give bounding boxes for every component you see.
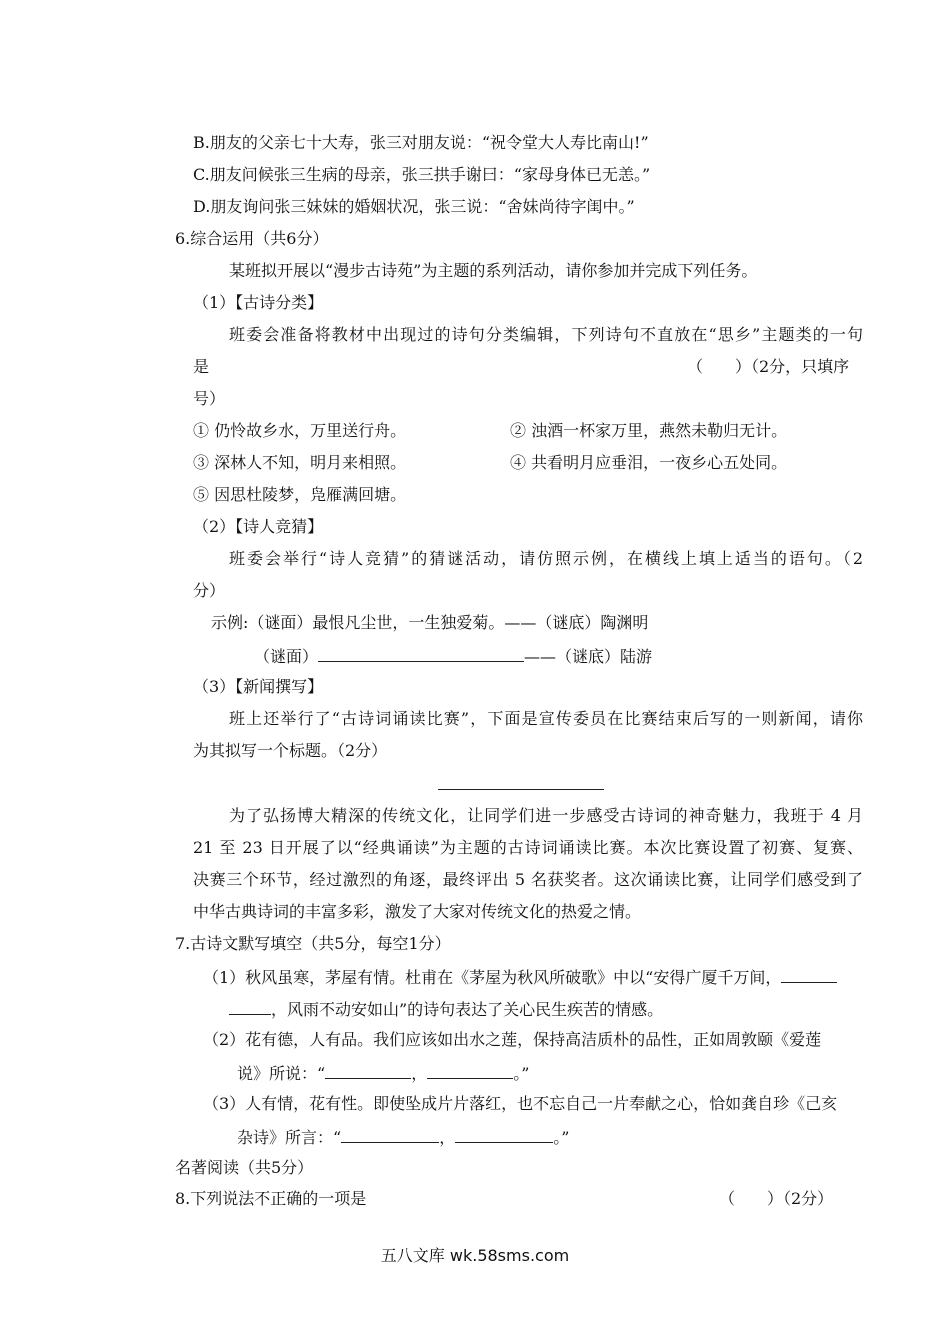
q7-item1-text-2: ，风雨不动安如山”的诗句表达了关心民生疾苦的情感。 xyxy=(271,1000,664,1019)
news-title-blank[interactable] xyxy=(438,789,604,790)
q6-heading: 6.综合运用（共6分） xyxy=(175,229,329,248)
q6-part3-label: （3）【新闻撰写】 xyxy=(193,677,324,696)
news-line-3: 决赛三个环节，经过激烈的角逐，最终评出 5 名获奖者。这次诵读比赛，让同学们感受到了 xyxy=(193,870,863,889)
q7-item2-end: 。” xyxy=(513,1064,530,1083)
q7-blank-3a[interactable] xyxy=(341,1126,439,1143)
news-line-4: 中华古典诗词的丰富多彩，激发了大家对传统文化的热爱之情。 xyxy=(193,902,642,921)
page-footer: 五八文库 wk.58sms.com xyxy=(380,1246,570,1265)
q7-blank-2a[interactable] xyxy=(325,1062,411,1079)
news-line-1: 为了弘扬博大精深的传统文化，让同学们进一步感受古诗词的神奇魅力，我班于 4 月 xyxy=(229,806,863,825)
riddle-prefix: （谜面） xyxy=(254,647,319,666)
q7-item1-text: （1）秋风虽寒，茅屋有情。杜甫在《茅屋为秋风所破歌》中以“安得广厦千万间， xyxy=(203,968,782,987)
riddle-question xyxy=(254,645,652,667)
q7-item1-line1 xyxy=(203,966,837,988)
q6-part1-question-line3: 号） xyxy=(193,389,226,408)
q5-option-b: B.朋友的父亲七十大寿，张三对朋友说：“祝令堂大人寿比南山!” xyxy=(193,133,649,152)
poem-option-5: ⑤ 因思杜陵梦，凫雁满回塘。 xyxy=(193,485,407,504)
poem-option-2: ② 浊酒一杯家万里，燕然未勒归无计。 xyxy=(510,421,788,440)
q7-item3-line1: （3）人有情，花有性。即使坠成片片落红，也不忘自己一片奉献之心，恰如龚自珍《己亥 xyxy=(203,1094,838,1113)
q6-part1-answer-paren: （ ）（2分，只填序 xyxy=(687,357,850,376)
q8-question: 8.下列说法不正确的一项是 xyxy=(175,1189,367,1208)
poem-option-3: ③ 深林人不知，明月来相照。 xyxy=(193,453,407,472)
reading-heading: 名著阅读（共5分） xyxy=(175,1158,314,1177)
q7-item2-line1: （2）花有德，人有品。我们应该如出水之莲，保持高洁质朴的品性，正如周敦颐《爱莲 xyxy=(203,1030,822,1049)
riddle-answer-blank[interactable] xyxy=(318,645,524,662)
q7-item3-prefix: 杂诗》所言：“ xyxy=(237,1128,342,1147)
q7-heading: 7.古诗文默写填空（共5分，每空1分） xyxy=(175,934,451,953)
q6-part2-label: （2）【诗人竞猜】 xyxy=(193,517,324,536)
q5-option-c: C.朋友问候张三生病的母亲，张三拱手谢曰：“家母身体已无恙。” xyxy=(193,165,651,184)
q7-item2-line2 xyxy=(237,1062,529,1084)
q6-part3-question-line2: 为其拟写一个标题。（2分） xyxy=(193,741,388,760)
q6-part1-label: （1）【古诗分类】 xyxy=(193,293,324,312)
poem-option-1: ① 仍怜故乡水，万里送行舟。 xyxy=(193,421,407,440)
q7-item2-prefix: 说》所说：“ xyxy=(237,1064,326,1083)
news-line-2: 21 至 23 日开展了以“经典诵读”为主题的古诗词诵读比赛。本次比赛设置了初赛、复赛、 xyxy=(193,838,863,857)
q7-blank-1b[interactable] xyxy=(229,998,271,1015)
riddle-suffix: ——（谜底）陆游 xyxy=(524,647,653,666)
riddle-example: 示例:（谜面）最恨凡尘世，一生独爱菊。——（谜底）陶渊明 xyxy=(211,613,649,632)
q7-item1-line2 xyxy=(229,998,663,1020)
poem-option-4: ④ 共看明月应垂泪，一夜乡心五处同。 xyxy=(510,453,788,472)
q7-item3-comma: ， xyxy=(439,1128,456,1147)
q7-item3-line2 xyxy=(237,1126,569,1148)
q6-part3-question-line1: 班上还举行了“古诗词诵读比赛”，下面是宣传委员在比赛结束后写的一则新闻，请你 xyxy=(229,709,863,728)
q7-item2-comma: ， xyxy=(411,1064,428,1083)
q7-blank-2b[interactable] xyxy=(427,1062,513,1079)
q8-answer-paren: （ ）（2分） xyxy=(719,1189,834,1208)
q7-blank-3b[interactable] xyxy=(455,1126,553,1143)
q7-item3-end: 。” xyxy=(553,1128,570,1147)
q6-part1-question-line1: 班委会准备将教材中出现过的诗句分类编辑，下列诗句不直放在“思乡”主题类的一句 xyxy=(229,325,863,344)
q6-part1-question-is: 是 xyxy=(193,357,210,376)
q6-part2-question-line2: 分） xyxy=(193,581,226,600)
q7-blank-1a[interactable] xyxy=(781,966,837,983)
q5-option-d: D.朋友询问张三妹妹的婚姻状况，张三说：“舍妹尚待字闺中。” xyxy=(193,197,635,216)
q6-part2-question-line1: 班委会举行“诗人竞猜”的猜谜活动，请仿照示例，在横线上填上适当的语句。（2 xyxy=(229,549,863,568)
q6-intro: 某班拟开展以“漫步古诗苑”为主题的系列活动，请你参加并完成下列任务。 xyxy=(229,261,758,280)
